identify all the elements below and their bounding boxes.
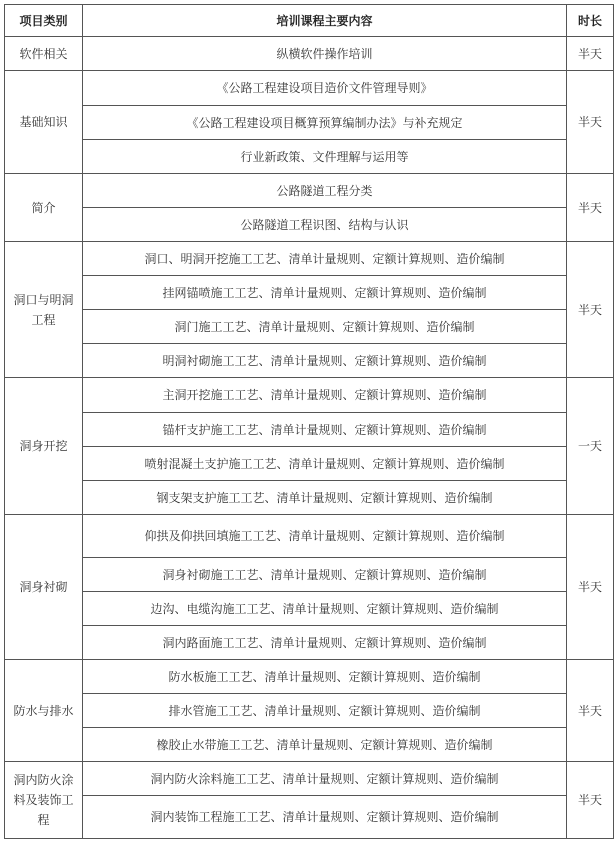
category-cell: 洞内防火涂料及装饰工程 (5, 762, 83, 839)
table-row (5, 310, 614, 344)
table-row (5, 515, 614, 558)
course-content-cell: 洞门施工工艺、清单计量规则、定额计算规则、造价编制 (83, 310, 567, 344)
table-row (5, 174, 614, 208)
header-duration: 时长 (567, 5, 614, 37)
course-content-cell: 边沟、电缆沟施工工艺、清单计量规则、定额计算规则、造价编制 (83, 592, 567, 626)
course-content-cell: 公路隧道工程识图、结构与认识 (83, 208, 567, 242)
course-content-cell: 洞内装饰工程施工工艺、清单计量规则、定额计算规则、造价编制 (83, 796, 567, 839)
course-content-cell: 洞内路面施工工艺、清单计量规则、定额计算规则、造价编制 (83, 626, 567, 660)
category-cell: 软件相关 (5, 37, 83, 71)
table-row (5, 728, 614, 762)
course-content-cell: 排水管施工工艺、清单计量规则、定额计算规则、造价编制 (83, 694, 567, 728)
table-row (5, 140, 614, 174)
course-content-cell: 挂网锚喷施工工艺、清单计量规则、定额计算规则、造价编制 (83, 276, 567, 310)
course-content-cell: 《公路工程建设项目概算预算编制办法》与补充规定 (83, 106, 567, 140)
table-row (5, 592, 614, 626)
duration-cell: 一天 (567, 378, 614, 515)
course-content-cell: 锚杆支护施工工艺、清单计量规则、定额计算规则、造价编制 (83, 413, 567, 447)
category-cell: 简介 (5, 174, 83, 242)
duration-cell: 半天 (567, 71, 614, 174)
duration-cell: 半天 (567, 242, 614, 378)
table-body (5, 37, 614, 839)
course-content-cell: 明洞衬砌施工工艺、清单计量规则、定额计算规则、造价编制 (83, 344, 567, 378)
training-course-table (4, 4, 614, 839)
category-cell: 防水与排水 (5, 660, 83, 762)
duration-cell: 半天 (567, 660, 614, 762)
course-content-cell: 防水板施工工艺、清单计量规则、定额计算规则、造价编制 (83, 660, 567, 694)
table-row (5, 558, 614, 592)
category-cell: 洞身衬砌 (5, 515, 83, 660)
table-row (5, 71, 614, 106)
course-content-cell: 行业新政策、文件理解与运用等 (83, 140, 567, 174)
duration-cell: 半天 (567, 515, 614, 660)
duration-cell: 半天 (567, 37, 614, 71)
course-content-cell: 橡胶止水带施工工艺、清单计量规则、定额计算规则、造价编制 (83, 728, 567, 762)
header-category: 项目类别 (5, 5, 83, 37)
category-cell: 洞身开挖 (5, 378, 83, 515)
course-content-cell: 洞内防火涂料施工工艺、清单计量规则、定额计算规则、造价编制 (83, 762, 567, 796)
table-row (5, 378, 614, 413)
category-cell: 洞口与明洞工程 (5, 242, 83, 378)
table-row (5, 660, 614, 694)
table-row (5, 796, 614, 839)
table-header-row (5, 5, 614, 37)
table-row (5, 762, 614, 796)
table-row (5, 481, 614, 515)
course-content-cell: 喷射混凝土支护施工工艺、清单计量规则、定额计算规则、造价编制 (83, 447, 567, 481)
table-row (5, 276, 614, 310)
table-row (5, 344, 614, 378)
header-content: 培训课程主要内容 (83, 5, 567, 37)
course-content-cell: 公路隧道工程分类 (83, 174, 567, 208)
course-content-cell: 纵横软件操作培训 (83, 37, 567, 71)
course-content-cell: 洞口、明洞开挖施工工艺、清单计量规则、定额计算规则、造价编制 (83, 242, 567, 276)
course-content-cell: 钢支架支护施工工艺、清单计量规则、定额计算规则、造价编制 (83, 481, 567, 515)
duration-cell: 半天 (567, 174, 614, 242)
category-cell: 基础知识 (5, 71, 83, 174)
table-row (5, 694, 614, 728)
table-row (5, 106, 614, 140)
course-content-cell: 洞身衬砌施工工艺、清单计量规则、定额计算规则、造价编制 (83, 558, 567, 592)
course-content-cell: 《公路工程建设项目造价文件管理导则》 (83, 71, 567, 106)
course-content-cell: 主洞开挖施工工艺、清单计量规则、定额计算规则、造价编制 (83, 378, 567, 413)
table-row (5, 413, 614, 447)
table-row (5, 208, 614, 242)
table-row (5, 37, 614, 71)
course-content-cell: 仰拱及仰拱回填施工工艺、清单计量规则、定额计算规则、造价编制 (83, 515, 567, 558)
duration-cell: 半天 (567, 762, 614, 839)
table-row (5, 447, 614, 481)
table-row (5, 626, 614, 660)
table-row (5, 242, 614, 276)
